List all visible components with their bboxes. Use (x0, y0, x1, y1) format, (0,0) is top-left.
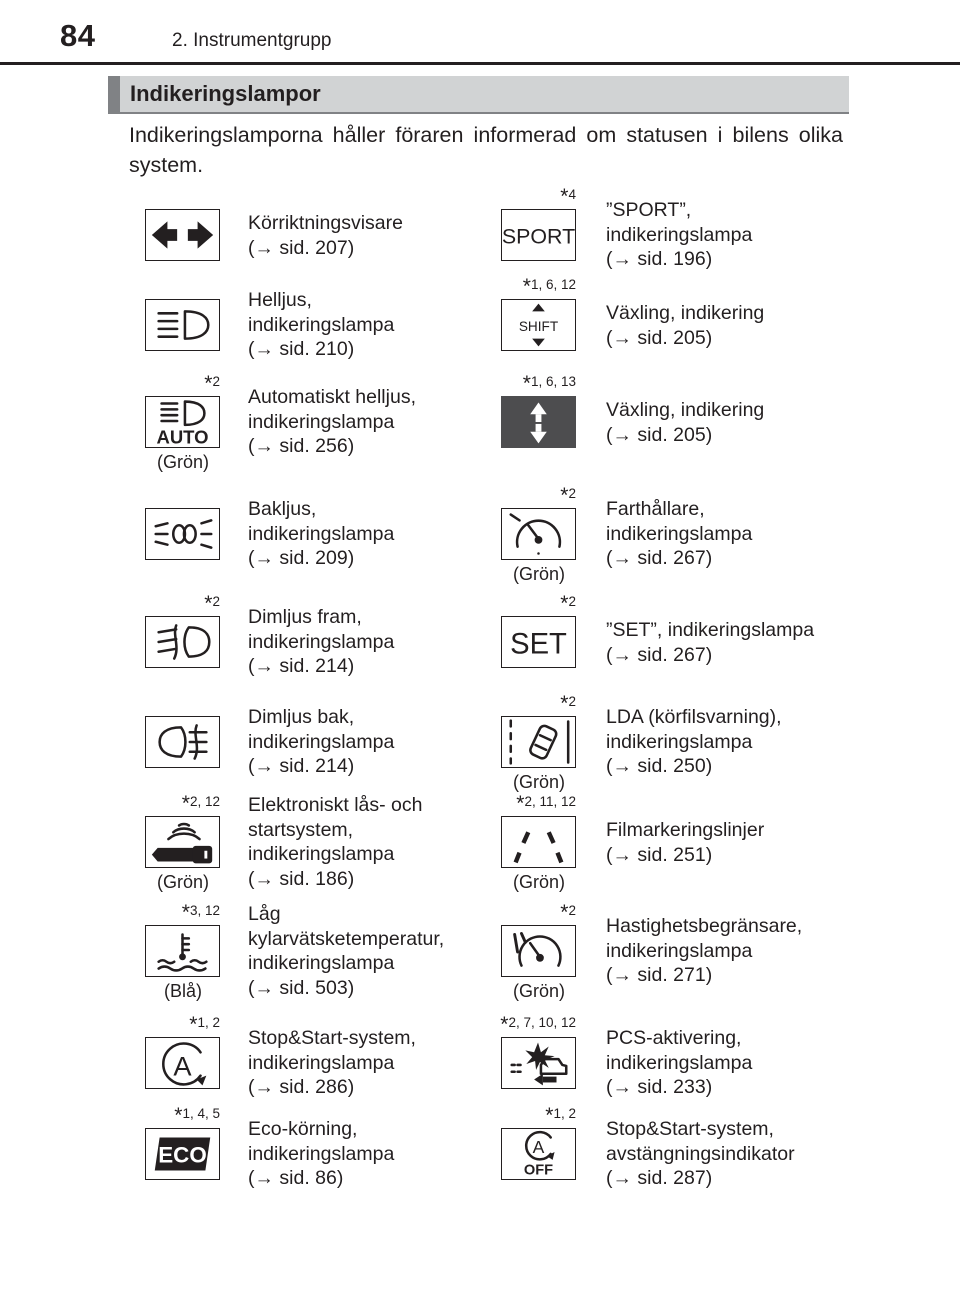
footnote-marker: *2 (560, 692, 576, 715)
description-line: indikeringslampa (248, 522, 395, 545)
description-line: (→ sid. 250) (606, 755, 713, 777)
description-line: Bakljus, (248, 498, 317, 520)
description-line: indikeringslampa (248, 843, 395, 865)
chapter-title: 2. Instrumentgrupp (172, 30, 332, 51)
footnote-marker: *1, 4, 5 (174, 1104, 220, 1127)
description-line: (→ sid. 210) (248, 338, 355, 360)
description-line: (→ sid. 205) (606, 326, 713, 349)
stop-start-off-icon (501, 1128, 576, 1180)
speed-limiter-icon (501, 925, 576, 977)
description-line: indikeringslampa (606, 730, 753, 753)
description-line: (→ sid. 186) (248, 867, 355, 890)
description-line: (→ sid. 214) (248, 755, 355, 777)
smart-key-icon (145, 816, 220, 868)
description-line: (→ sid. 251) (606, 843, 713, 866)
description-line: Växling, indikering (606, 399, 765, 421)
indicator-description (606, 818, 764, 867)
svg-text:SHIFT: SHIFT (518, 318, 559, 334)
auto-high-beam-icon (145, 396, 220, 448)
indicator-description (248, 705, 394, 779)
description-line: indikeringslampa (248, 730, 395, 753)
indicator-description (248, 902, 444, 1000)
shift-up-down-icon (501, 396, 576, 448)
description-line: avstängningsindikator (606, 1142, 795, 1165)
set-indicator-icon (501, 616, 576, 668)
description-line: (→ sid. 209) (248, 547, 355, 569)
svg-text:ECO: ECO (158, 1142, 207, 1168)
description-line: Hastighetsbegränsare, (606, 915, 803, 937)
description-line: Dimljus bak, (248, 706, 355, 728)
indicator-description (248, 605, 394, 679)
turn-signal-arrows-icon (145, 209, 220, 261)
description-line: PCS-aktivering, (606, 1027, 742, 1049)
indicator-description (606, 914, 802, 988)
description-line: Helljus, (248, 289, 312, 311)
footnote-marker: *2 (560, 592, 576, 615)
description-line: Farthållare, (606, 498, 705, 520)
intro-paragraph: Indikeringslamporna håller föraren informerad om statusen i bilens olika system. (129, 123, 843, 177)
description-line: indikeringslampa (248, 1051, 395, 1074)
header-rule (0, 62, 960, 65)
rear-fog-light-icon (145, 716, 220, 768)
svg-text:A: A (173, 1050, 192, 1082)
stop-start-icon (145, 1037, 220, 1089)
footnote-marker: *1, 6, 12 (522, 275, 576, 298)
svg-text:SET: SET (510, 628, 567, 661)
description-line: indikeringslampa (248, 410, 395, 433)
footnote-marker: *4 (560, 185, 576, 208)
description-line: LDA (körfilsvarning), (606, 706, 782, 728)
description-line: (→ sid. 256) (248, 435, 355, 457)
description-line: indikeringslampa (606, 223, 753, 246)
color-note: (Grön) (512, 564, 565, 584)
indicator-description (248, 1026, 416, 1100)
footnote-marker: *2 (560, 901, 576, 924)
description-line: (→ sid. 286) (248, 1076, 355, 1098)
footnote-marker: *2 (560, 484, 576, 507)
pcs-activation-icon (501, 1037, 576, 1089)
footnote-marker: *2 (204, 372, 220, 395)
description-line: (→ sid. 196) (606, 248, 713, 270)
page-number: 84 (60, 18, 96, 53)
description-line: Dimljus fram, (248, 606, 362, 628)
sport-mode-icon (501, 209, 576, 261)
description-line: indikeringslampa (606, 939, 753, 962)
description-line: ”SPORT”, (606, 199, 692, 221)
indicator-description (606, 1026, 752, 1100)
description-line: (→ sid. 267) (606, 643, 713, 666)
indicator-description (606, 705, 782, 779)
color-note: (Blå) (163, 981, 202, 1001)
description-line: Körriktningsvisare (248, 212, 403, 234)
description-line: (→ sid. 205) (606, 423, 713, 446)
description-line: (→ sid. 233) (606, 1076, 713, 1098)
indicator-description (606, 1117, 795, 1191)
indicator-description (606, 198, 752, 272)
footnote-marker: *1, 2 (189, 1013, 220, 1036)
description-line: (→ sid. 271) (606, 964, 713, 986)
shift-indicator-icon (501, 299, 576, 351)
lane-guide-lines-icon (501, 816, 576, 868)
svg-text:A: A (532, 1137, 545, 1158)
high-beam-icon (145, 299, 220, 351)
description-line: kylarvätsketemperatur, (248, 927, 445, 950)
description-line: indikeringslampa (248, 630, 395, 653)
footnote-marker: *1, 6, 13 (522, 372, 576, 395)
description-line: (→ sid. 287) (606, 1167, 713, 1189)
section-title: Indikeringslampor (130, 81, 321, 106)
footnote-marker: *2, 7, 10, 12 (500, 1013, 576, 1036)
description-line: Elektroniskt lås- och (248, 794, 423, 816)
description-line: Stop&Start-system, (606, 1118, 774, 1140)
description-line: Stop&Start-system, (248, 1027, 416, 1049)
description-line: Automatiskt helljus, (248, 386, 416, 408)
description-line: (→ sid. 86) (248, 1167, 344, 1189)
svg-text:OFF: OFF (523, 1162, 554, 1179)
description-line: indikeringslampa (606, 522, 753, 545)
description-line: (→ sid. 207) (248, 236, 355, 259)
section-accent (108, 76, 120, 112)
indicator-description (248, 385, 416, 459)
front-fog-light-icon (145, 616, 220, 668)
indicator-description (606, 398, 764, 447)
description-line: indikeringslampa (248, 952, 395, 974)
description-line: (→ sid. 503) (248, 976, 355, 999)
tail-light-icon (145, 508, 220, 560)
svg-text:SPORT: SPORT (502, 224, 575, 249)
indicator-description (606, 497, 752, 571)
low-coolant-temp-icon (145, 925, 220, 977)
footnote-marker: *3, 12 (181, 901, 220, 924)
color-note: (Grön) (512, 772, 565, 792)
indicator-description (248, 211, 403, 260)
indicator-description (248, 793, 422, 891)
description-line: indikeringslampa (248, 313, 395, 336)
footnote-marker: *2, 12 (181, 792, 220, 815)
description-line: indikeringslampa (248, 1142, 395, 1165)
description-line: Låg (248, 903, 281, 925)
description-line: Växling, indikering (606, 302, 765, 324)
color-note: (Grön) (512, 872, 565, 892)
footnote-marker: *2 (204, 592, 220, 615)
description-line: indikeringslampa (606, 1051, 753, 1074)
description-line: startsystem, (248, 818, 354, 841)
indicator-description (606, 618, 814, 667)
section-heading (108, 76, 849, 114)
cruise-control-icon (501, 508, 576, 560)
description-line: ”SET”, indikeringslampa (606, 619, 815, 641)
indicator-description (248, 1117, 394, 1191)
indicator-description (606, 301, 764, 350)
indicator-description (248, 497, 394, 571)
color-note: (Grön) (156, 452, 209, 472)
footnote-marker: *1, 2 (545, 1104, 576, 1127)
description-line: (→ sid. 214) (248, 655, 355, 677)
eco-driving-icon (145, 1128, 220, 1180)
svg-text:AUTO: AUTO (156, 426, 209, 447)
color-note: (Grön) (156, 872, 209, 892)
color-note: (Grön) (512, 981, 565, 1001)
description-line: Filmarkeringslinjer (606, 819, 765, 841)
lane-departure-icon (501, 716, 576, 768)
description-line: Eco-körning, (248, 1118, 358, 1140)
footnote-marker: *2, 11, 12 (516, 792, 576, 815)
indicator-description (248, 288, 394, 362)
description-line: (→ sid. 267) (606, 547, 713, 569)
